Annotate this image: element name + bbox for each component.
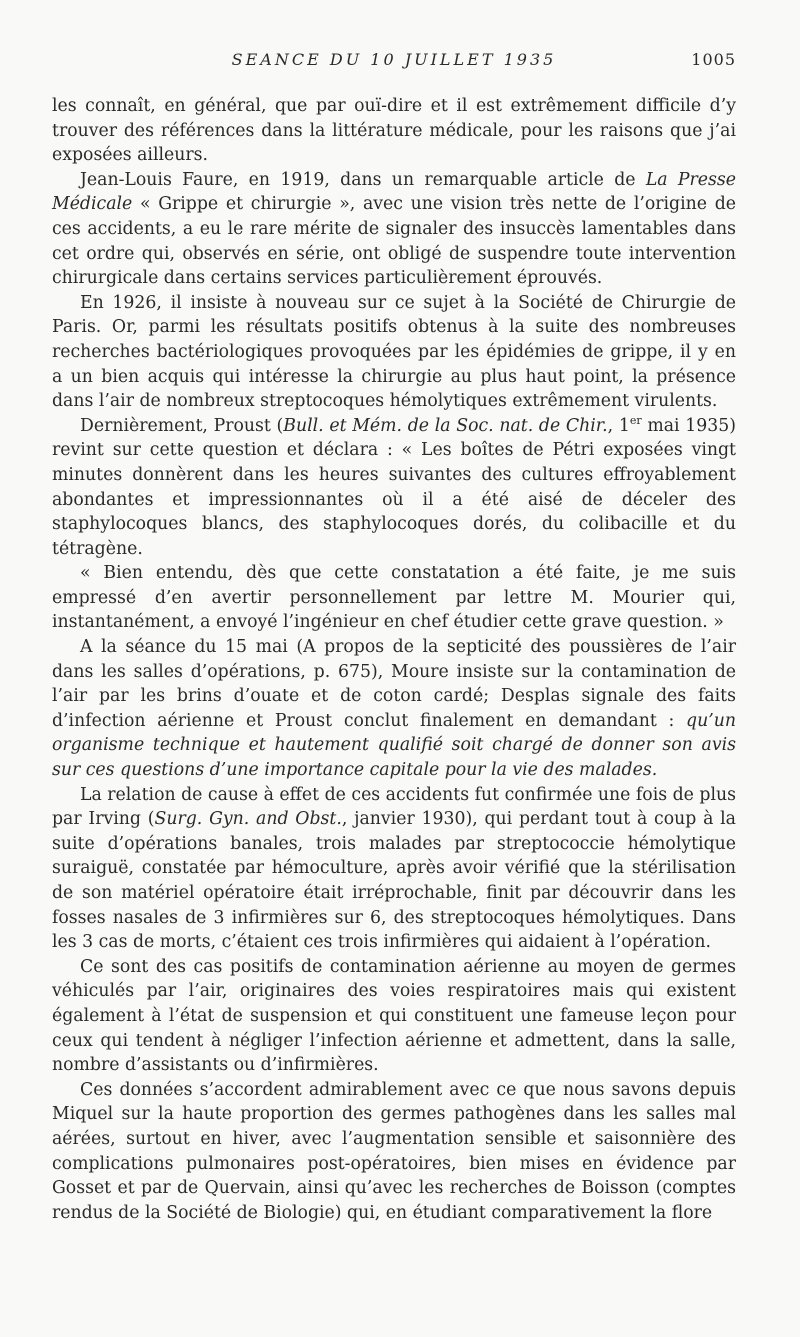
text-run: En 1926, il insiste à nouveau sur ce sujet à la Société de Chirurgie de Paris. Or, parmi les résultats positifs obtenus à la suite des nombreuses recherches bactériologiques provoquées par les épidémies de grippe, il y en a un bien acquis qui intéresse la chirurgie au plus haut point, la présence dans l’air de nombreux streptocoques hémolytiques extrêmement virulents. <box>52 292 736 412</box>
text-run: , 1 <box>607 415 630 436</box>
italic-text: Bull. et Mém. de la Soc. nat. de Chir. <box>283 415 608 436</box>
running-head <box>52 50 736 76</box>
body-text <box>52 94 736 1225</box>
running-head-title: SEANCE DU 10 JUILLET 1935 <box>231 50 557 69</box>
paragraph <box>52 94 736 168</box>
paragraph <box>52 783 736 955</box>
text-run: , janvier 1930), qui perdant tout à coup à la suite d’opérations banales, trois malades par streptococcie hémolytique suraiguë, constatée par hémoculture, après avoir vérifié que la stérilisation de son matériel opératoire était irréprochable, finit par découvrir dans les fosses nasales de 3 infirmières sur 6, des streptocoques hémolytiques. Dans les 3 cas de morts, c’étaient ces trois infirmières qui aidaient à l’opération. <box>52 809 736 953</box>
text-run: Jean-Louis Faure, en 1919, dans un remarquable article de <box>80 169 646 190</box>
text-run: les connaît, en général, que par ouï-dire et il est extrêmement difficile d’y trouver des références dans la littérature médicale, pour les raisons que j’ai exposées ailleurs. <box>52 96 736 166</box>
italic-text: Surg. Gyn. and Obst. <box>154 809 342 830</box>
text-run: Ce sont des cas positifs de contamination aérienne au moyen de germes véhiculés par l’air, originaires des voies respiratoires mais qui existent également à l’état de suspension et qui constituent une fameuse leçon pour ceux qui tendent à négliger l’infection aérienne et admettent, dans la salle, nombre d’assistants ou d’infirmières. <box>52 956 736 1076</box>
page-number: 1005 <box>691 50 736 69</box>
paragraph <box>52 1078 736 1226</box>
paragraph <box>52 955 736 1078</box>
paragraph <box>52 168 736 291</box>
text-run: La relation de cause à effet de ces accidents fut confirmée une fois de plus par Irving ( <box>52 784 736 830</box>
italic-text: qu’un organisme technique et hautement qualifié soit chargé de donner son avis sur ces questions d’une importance capitale pour la vie des malades. <box>52 710 736 781</box>
text-run: « Bien entendu, dès que cette constatation a été faite, je me suis empressé d’en avertir personnellement par lettre M. Mourier qui, instantanément, a envoyé l’ingénieur en chef étudier cette grave question. » <box>52 563 736 633</box>
text-run: « Grippe et chirurgie », avec une vision très nette de l’origine de ces accidents, a eu le rare mérite de signaler des insuccès lamentables dans cet ordre qui, observés en série, ont obligé de suspendre toute intervention chirurgicale dans certains services particulièrement éprouvés. <box>52 194 736 289</box>
italic-text: La Presse Médicale <box>52 169 736 215</box>
paragraph <box>52 635 736 783</box>
paragraph <box>52 561 736 635</box>
text-run: A la séance du 15 mai (A propos de la septicité des poussières de l’air dans les salles d’opérations, p. 675), Moure insiste sur la contamination de l’air par les brins d’ouate et de coton cardé; Desplas signale des faits d’infection aérienne et Proust conclut finalement en demandant : <box>52 637 736 731</box>
paragraph <box>52 291 736 414</box>
text-run: Dernièrement, Proust ( <box>80 415 284 436</box>
superscript-text: er <box>629 413 642 427</box>
paragraph <box>52 414 736 562</box>
text-run: Ces données s’accordent admirablement avec ce que nous savons depuis Miquel sur la haute proportion des germes pathogènes dans les salles mal aérées, surtout en hiver, avec l’augmentation sensible et saisonnière des complications pulmonaires post-opératoires, bien mises en évidence par Gosset et par de Quervain, ainsi qu’avec les recherches de Boisson (comptes rendus de la Société de Biologie) qui, en étudiant comparativement la flore <box>52 1079 736 1223</box>
text-run: mai 1935) revint sur cette question et déclara : « Les boîtes de Pétri exposées vingt minutes donnèrent dans les heures suivantes des cultures effroyablement abondantes et impressionnantes où il a été aisé de déceler des staphylocoques blancs, des staphylocoques dorés, du colibacille et du tétragène. <box>52 415 736 559</box>
